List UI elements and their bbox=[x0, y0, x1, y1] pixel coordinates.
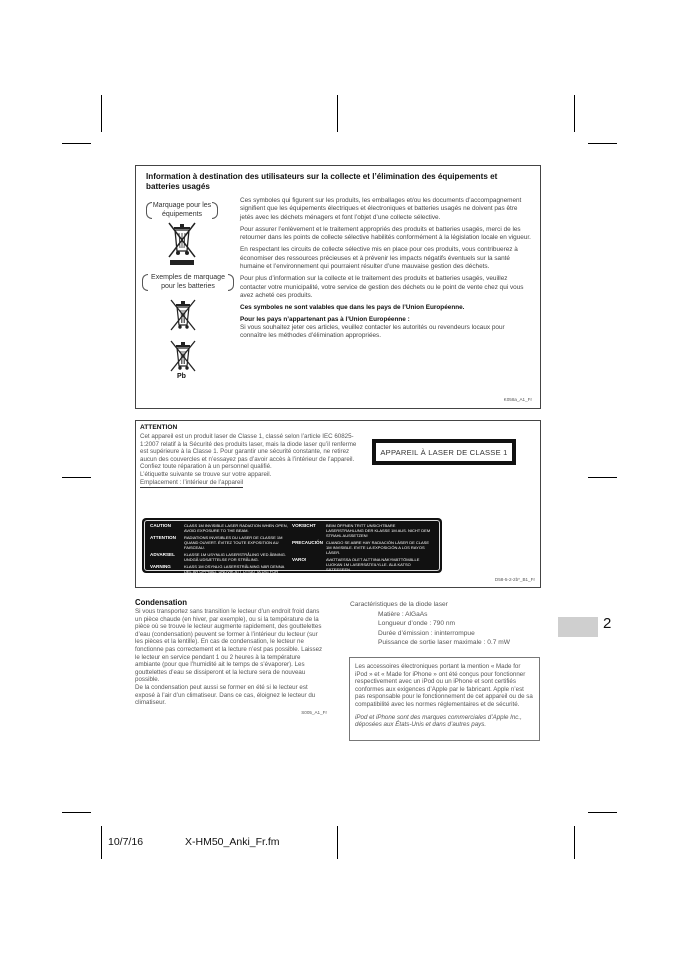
weee-text bbox=[240, 197, 532, 340]
condensation-code: S005_A1_Fr bbox=[301, 709, 327, 715]
apple-p2: iPod et iPhone sont des marques commerciales d’Apple Inc., déposées aux États-Unis et dans d’autres pays. bbox=[355, 713, 522, 729]
laser-label-note: L’étiquette suivante se trouve sur votre appareil. bbox=[140, 470, 272, 478]
apple-p1: Les accessoires électroniques portant la mention « Made for iPod » et « Made for iPhone » ont été conçus pour fonctionner respectivement avec un iPod ou un iPhone et sont certifiés conformes aux exigences d’Apple par le fabricant. Apple n’est pas responsable pour le fonctionnement de cet appareil ou de sa compatibilité avec les normes réglementaires et de sécurité. bbox=[355, 663, 533, 708]
apple-notice bbox=[349, 657, 540, 741]
page-number: 2 bbox=[603, 615, 612, 632]
laser-location-text: Emplacement : l’intérieur de l’appareil bbox=[140, 478, 244, 486]
warn-text: KLASSE 1M USYNLIG LASERSTRÅLING VED ÅBNING. UNDGÅ UDSÆTTELSE FOR STRÅLING. bbox=[184, 552, 287, 562]
crossed-bin-battery-icon bbox=[169, 298, 197, 334]
warn-left bbox=[150, 523, 288, 579]
weee-p4: Pour plus d’information sur la collecte et le traitement des produits et batteries usagés, veuillez contacter votre municipalité, votre service de gestion des déchets ou le point de vente chez qui vous avez acheté ces produits. bbox=[240, 275, 524, 299]
warn-text: BEIM ÖFFNEN TRITT UNSICHTBARE LASERSTRAHLUNG DER KLASSE 1M AUS. NICHT DEM STRAHL AUSSETZEN! bbox=[326, 523, 431, 538]
laser-class-label-text: APPAREIL À LASER DE CLASSE 1 bbox=[380, 447, 508, 457]
weee-p6: Pour les pays n’appartenant pas à l’Union Européenne : bbox=[240, 315, 410, 323]
warn-text: RADIATIONS INVISIBLES DU LASER DE CLASSE 1M QUAND OUVERT. ÉVITEZ TOUTE EXPOSITION AU FAISCEAU. bbox=[184, 535, 283, 550]
warn-text: AVATTAESSA OLET ALTTIINA NÄKYMÄTTÖMÄLLE LUOKAN 1M LASERSÄTEILYLLE. ÄLÄ KATSO SÄTEESEEN. bbox=[326, 557, 420, 572]
laser-text bbox=[140, 433, 366, 486]
diode-line: Longueur d’onde : 790 nm bbox=[378, 620, 455, 627]
weee-p3: En respectant les circuits de collecte sélective mis en place pour ces produits, vous contribuerez à économiser des ressources précieuses et à prévenir les impacts négatifs éventuels sur la santé humaine et l’environnement qui pourraient résulter d’une mauvaise gestion des déchets. bbox=[240, 246, 518, 271]
warn-key: VARO! bbox=[292, 557, 307, 562]
laser-code: D58-5-2-2b*_B1_Fr bbox=[494, 577, 535, 582]
footer-filename: X-HM50_Anki_Fr.fm bbox=[185, 836, 280, 848]
laser-class-label bbox=[372, 439, 516, 465]
warn-right bbox=[292, 523, 434, 572]
condensation-heading: Condensation bbox=[135, 598, 187, 607]
laser-warning-label bbox=[142, 518, 442, 579]
diode-line: Matière : AlGaAs bbox=[378, 610, 428, 618]
warn-key: VORSICHT bbox=[292, 523, 316, 528]
diode-heading: Caractéristiques de la diode laser bbox=[350, 601, 448, 608]
crossed-bin-icon bbox=[165, 219, 199, 267]
warn-key: VARNING bbox=[150, 564, 171, 569]
laser-location bbox=[140, 479, 366, 487]
warn-key: PRECAUCIÓN bbox=[292, 540, 323, 545]
warn-text: KLASS 1M OSYNLIG LASERSTRÅLNING NÄR DENNA DEL ÄR ÖPPNAD. UNDVIK ATT UTSÄTTA DIG FÖR STRÅLEN. bbox=[184, 564, 285, 579]
laser-body: Cet appareil est un produit laser de Classe 1, classé selon l’article IEC 60825-1:2007 relatif à la Sécurité des produits laser, mais la diode laser qu’il renferme est supérieure à la Classe 1. Pour garantir une sécurité constante, ne retirez aucun des couvercles et n’essayez pas d’avoir accès à l’intérieur de l’appareil. Confiez toute réparation à un personnel qualifié. bbox=[140, 433, 357, 471]
warn-key: ADVARSEL bbox=[150, 552, 175, 557]
weee-section bbox=[135, 165, 541, 409]
warn-text: CUANDO SE ABRE HAY RADIACIÓN LÁSER DE CLASE 1M INVISIBLE. EVITE LA EXPOSICIÓN A LOS RAYOS LÁSER. bbox=[326, 540, 429, 555]
condensation-p2: De la condensation peut aussi se former en été si le lecteur est exposé à l’air d’un climatiseur. Dans ce cas, éloignez le lecteur du climatiseur. bbox=[135, 683, 316, 707]
weee-code: K058a_A1_Fr bbox=[503, 397, 532, 402]
weee-p2: Pour assurer l’enlèvement et le traitement appropriés des produits et batteries usagés, merci de les retourner dans les points de collecte sélective habilités conformément à la législation locale en vigueur. bbox=[240, 225, 531, 242]
laser-section bbox=[135, 420, 541, 588]
warn-key: ATTENTION bbox=[150, 535, 176, 540]
diode-line: Durée d’émission : ininterrompue bbox=[378, 629, 475, 637]
weee-p1: Ces symboles qui figurent sur les produits, les emballages et/ou les documents d’accompagnement signifient que les équipements électriques et électroniques et batteries usagés ne doivent pas être jetés avec les déchets ménagers et font l’objet d’une collecte sélective. bbox=[240, 197, 522, 221]
crossed-bin-pb-icon bbox=[169, 339, 197, 375]
condensation-p1: Si vous transportez sans transition le lecteur d’un endroit froid dans un pièce chaude (en hiver, par exemple), ou si la température de la pièce où se trouve le lecteur augmente rapidement, des gouttelettes d’eau (condensation) peuvent se former à l’intérieur du lecteur (sur les pièces et la lentille). En cas de condensation, le lecteur ne fonctionne pas correctement et la lecture n’est pas possible. Laissez le lecteur en service pendant 1 ou 2 heures à la température ambiante (pour que l’humidité ait le temps de s’évaporer). Les gouttelettes d’eau se dissiperont et la lecture sera de nouveau possible. bbox=[135, 608, 323, 684]
warn-text: CLASS 1M INVISIBLE LASER RADIATION WHEN OPEN, AVOID EXPOSURE TO THE BEAM. bbox=[184, 523, 288, 533]
weee-title: Information à destination des utilisateurs sur la collecte et l’élimination des équipements et batteries usagés bbox=[146, 172, 498, 191]
diode-section bbox=[350, 600, 540, 648]
page-tab bbox=[558, 617, 598, 637]
weee-p7: Si vous souhaitez jeter ces articles, veuillez contacter les autorités ou revendeurs locaux pour connaître les méthodes d’élimination appropriées. bbox=[240, 323, 505, 340]
diode-line: Puissance de sortie laser maximale : 0.7 mW bbox=[378, 639, 510, 646]
warn-key: CAUTION bbox=[150, 523, 171, 528]
label-batteries: Exemples de marquage pour les batteries bbox=[144, 274, 232, 291]
condensation-section bbox=[135, 598, 327, 715]
label-products: Marquage pour les équipements bbox=[148, 202, 216, 219]
pb-label: Pb bbox=[177, 373, 186, 380]
laser-heading: ATTENTION bbox=[140, 424, 178, 431]
footer-date: 10/7/16 bbox=[108, 836, 144, 848]
weee-p5: Ces symboles ne sont valables que dans les pays de l’Union Européenne. bbox=[240, 304, 465, 312]
